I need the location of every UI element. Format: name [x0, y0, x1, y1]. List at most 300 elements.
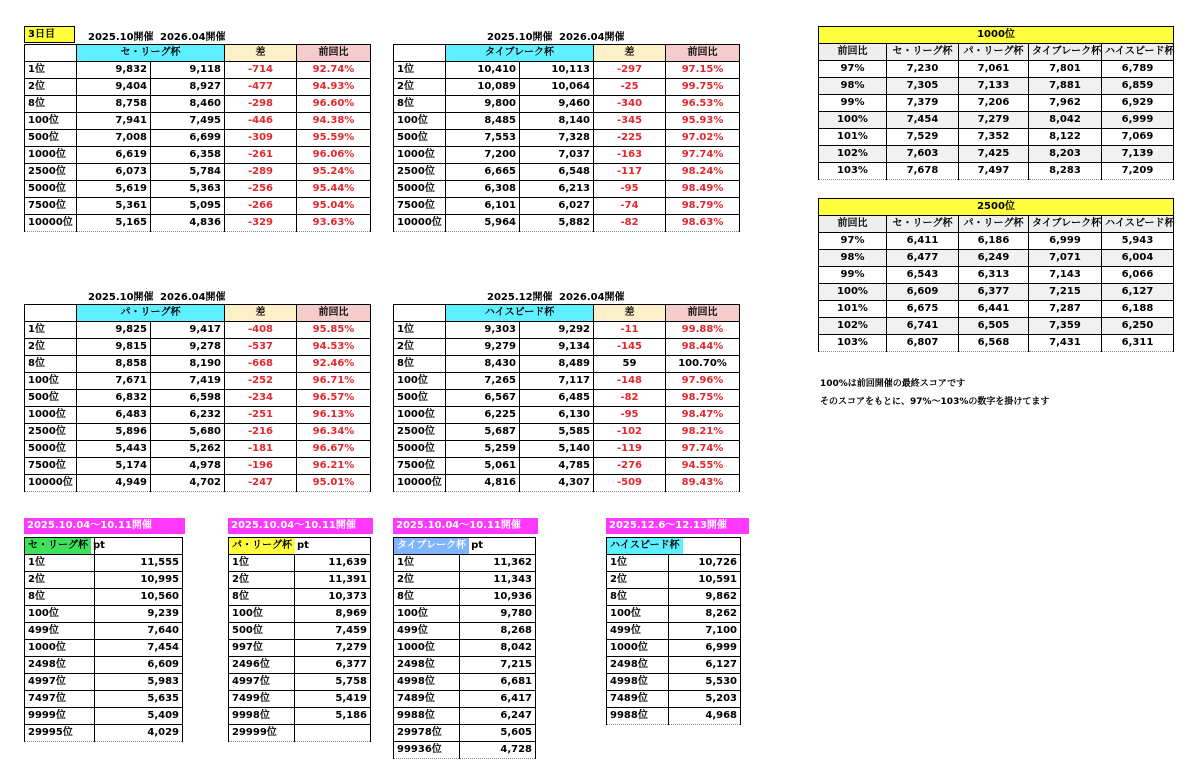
diff-cell: -509	[594, 475, 666, 492]
rank-cell: 1000位	[394, 640, 460, 657]
table-row	[394, 640, 536, 657]
prev-score-cell: 5,443	[77, 441, 151, 458]
title-cell	[229, 538, 309, 555]
score-cell: 10,591	[669, 572, 741, 589]
score-cell: 6,417	[460, 691, 536, 708]
ratio-cell: 97%	[819, 233, 887, 250]
score-cell: 7,305	[887, 78, 959, 95]
rank-cell: 10000位	[394, 215, 446, 232]
table-row	[25, 390, 371, 407]
rank-cell: 1位	[394, 62, 446, 79]
ratio-cell: 101%	[819, 301, 887, 318]
score-cell: 8,203	[1029, 146, 1102, 163]
ratio-cell: 96.53%	[666, 96, 740, 113]
table-row	[25, 147, 371, 164]
ratio-cell: 98.75%	[666, 390, 740, 407]
prev-score-cell: 4,816	[446, 475, 520, 492]
ratio-cell: 96.71%	[297, 373, 371, 390]
rank-cell: 2位	[607, 572, 669, 589]
prev-score-cell: 4,949	[77, 475, 151, 492]
rank-cell: 2498位	[25, 657, 95, 674]
diff-cell: -309	[225, 130, 297, 147]
diff-cell: -234	[225, 390, 297, 407]
diff-cell: -225	[594, 130, 666, 147]
table-row	[394, 424, 740, 441]
table-row	[819, 61, 1174, 78]
score-cell: 7,071	[1029, 250, 1102, 267]
table-row	[25, 441, 371, 458]
table-row	[394, 572, 536, 589]
curr-score-cell: 8,190	[151, 356, 225, 373]
table-row	[607, 589, 741, 606]
rank-cell: 499位	[394, 623, 460, 640]
ratio-cell: 99%	[819, 95, 887, 112]
rank-cell: 2498位	[394, 657, 460, 674]
rank-cell: 9999位	[25, 708, 95, 725]
final-score-table-tiebreak	[393, 537, 536, 759]
table-title: セ・リーグ杯	[77, 45, 225, 62]
score-cell: 7,279	[295, 640, 371, 657]
ratio-header: 前回比	[666, 305, 740, 322]
column-header: ハイスピード杯	[1102, 216, 1174, 233]
prev-score-cell: 6,225	[446, 407, 520, 424]
score-cell: 6,543	[887, 267, 959, 284]
table-row	[394, 407, 740, 424]
rank-cell: 7489位	[607, 691, 669, 708]
rank-cell: 2位	[394, 339, 446, 356]
table-row	[229, 572, 371, 589]
score-cell: 8,122	[1029, 129, 1102, 146]
prev-score-cell: 7,265	[446, 373, 520, 390]
rank-cell: 2500位	[394, 424, 446, 441]
prev-score-cell: 6,483	[77, 407, 151, 424]
unit-label: pt	[297, 540, 309, 551]
score-cell: 7,069	[1102, 129, 1174, 146]
score-cell: 7,678	[887, 163, 959, 180]
unit-label: pt	[93, 540, 105, 551]
score-cell: 6,609	[887, 284, 959, 301]
score-cell: 8,262	[669, 606, 741, 623]
prev-score-cell: 10,410	[446, 62, 520, 79]
score-cell: 7,603	[887, 146, 959, 163]
score-cell: 6,188	[1102, 301, 1174, 318]
b1-period: 2025.10.04～10.11開催	[24, 518, 185, 534]
curr-score-cell: 7,037	[520, 147, 594, 164]
table-row	[394, 356, 740, 373]
prev-score-cell: 5,361	[77, 198, 151, 215]
table-row	[819, 335, 1174, 352]
curr-score-cell: 5,363	[151, 181, 225, 198]
curr-score-cell: 6,358	[151, 147, 225, 164]
diff-header: 差	[225, 45, 297, 62]
ratio-header: 前回比	[666, 45, 740, 62]
column-header: 前回比	[819, 44, 887, 61]
rank-cell: 1000位	[25, 147, 77, 164]
table-row	[394, 691, 536, 708]
rank-cell: 100位	[229, 606, 295, 623]
score-cell: 7,379	[887, 95, 959, 112]
prev-score-cell: 5,687	[446, 424, 520, 441]
prev-score-cell: 7,941	[77, 113, 151, 130]
table-row	[394, 96, 740, 113]
t3-period-b: 2026.04開催	[160, 292, 226, 303]
diff-cell: -537	[225, 339, 297, 356]
rank-cell: 100位	[25, 113, 77, 130]
b3-period: 2025.10.04～10.11開催	[393, 518, 538, 534]
score-cell: 7,206	[959, 95, 1029, 112]
rank-cell: 1位	[394, 322, 446, 339]
rank-cell: 8位	[25, 356, 77, 373]
score-cell: 6,411	[887, 233, 959, 250]
curr-score-cell: 8,460	[151, 96, 225, 113]
table-title: ハイスピード杯	[446, 305, 594, 322]
table-row	[25, 657, 183, 674]
rank-cell: 100位	[394, 606, 460, 623]
ratio-header: 前回比	[297, 45, 371, 62]
curr-score-cell: 8,927	[151, 79, 225, 96]
score-cell: 6,186	[959, 233, 1029, 250]
table-row	[394, 62, 740, 79]
prev-score-cell: 9,800	[446, 96, 520, 113]
t1-period-a: 2025.10開催	[88, 32, 154, 43]
curr-score-cell: 7,117	[520, 373, 594, 390]
table-row	[25, 356, 371, 373]
diff-header: 差	[594, 45, 666, 62]
diff-cell: -145	[594, 339, 666, 356]
curr-score-cell: 5,585	[520, 424, 594, 441]
ratio-cell: 96.13%	[297, 407, 371, 424]
curr-score-cell: 6,699	[151, 130, 225, 147]
projection-title: 2500位	[819, 199, 1174, 216]
ratio-cell: 98.44%	[666, 339, 740, 356]
score-cell: 8,042	[1029, 112, 1102, 129]
curr-score-cell: 5,882	[520, 215, 594, 232]
score-cell: 5,203	[669, 691, 741, 708]
prev-score-cell: 5,165	[77, 215, 151, 232]
diff-cell: -329	[225, 215, 297, 232]
score-cell	[295, 725, 371, 742]
ratio-cell: 94.38%	[297, 113, 371, 130]
prev-score-cell: 9,404	[77, 79, 151, 96]
table-row	[394, 215, 740, 232]
rank-cell: 2500位	[25, 164, 77, 181]
rank-cell: 2位	[229, 572, 295, 589]
rank-cell: 8位	[394, 96, 446, 113]
curr-score-cell: 6,027	[520, 198, 594, 215]
table-row	[25, 79, 371, 96]
table-row	[819, 95, 1174, 112]
ratio-cell: 92.46%	[297, 356, 371, 373]
prev-score-cell: 5,061	[446, 458, 520, 475]
diff-cell: -95	[594, 181, 666, 198]
table-row	[607, 657, 741, 674]
diff-cell: -119	[594, 441, 666, 458]
score-cell: 11,343	[460, 572, 536, 589]
diff-cell: -340	[594, 96, 666, 113]
table-row	[394, 79, 740, 96]
score-cell: 7,279	[959, 112, 1029, 129]
ratio-cell: 92.74%	[297, 62, 371, 79]
score-cell: 4,029	[95, 725, 183, 742]
table-row	[607, 691, 741, 708]
rank-cell: 1位	[25, 62, 77, 79]
diff-cell: -216	[225, 424, 297, 441]
table-row	[25, 691, 183, 708]
table-title: タイブレーク杯	[394, 538, 469, 554]
comparison-table-pacific	[24, 304, 371, 492]
score-cell: 6,377	[295, 657, 371, 674]
score-cell: 6,377	[959, 284, 1029, 301]
score-cell: 7,881	[1029, 78, 1102, 95]
table-row	[819, 112, 1174, 129]
rank-cell: 500位	[394, 390, 446, 407]
final-score-table-central	[24, 537, 183, 742]
diff-cell: -163	[594, 147, 666, 164]
table-row	[819, 284, 1174, 301]
table-row	[819, 146, 1174, 163]
score-cell: 8,283	[1029, 163, 1102, 180]
rank-cell: 1000位	[394, 407, 446, 424]
ratio-cell: 95.85%	[297, 322, 371, 339]
diff-cell: -181	[225, 441, 297, 458]
rank-cell: 5000位	[394, 441, 446, 458]
curr-score-cell: 8,489	[520, 356, 594, 373]
prev-score-cell: 8,430	[446, 356, 520, 373]
table-title: セ・リーグ杯	[25, 538, 91, 554]
prev-score-cell: 6,619	[77, 147, 151, 164]
rank-cell: 7499位	[229, 691, 295, 708]
ratio-cell: 89.43%	[666, 475, 740, 492]
table-row	[229, 657, 371, 674]
diff-cell: -408	[225, 322, 297, 339]
diff-cell: -95	[594, 407, 666, 424]
score-cell: 5,186	[295, 708, 371, 725]
score-cell: 6,807	[887, 335, 959, 352]
ratio-cell: 100.70%	[666, 356, 740, 373]
diff-header: 差	[225, 305, 297, 322]
diff-cell: -289	[225, 164, 297, 181]
rank-cell: 10000位	[25, 475, 77, 492]
rank-cell: 29995位	[25, 725, 95, 742]
score-cell: 6,127	[669, 657, 741, 674]
curr-score-cell: 4,978	[151, 458, 225, 475]
table-row	[394, 708, 536, 725]
score-cell: 11,639	[295, 555, 371, 572]
curr-score-cell: 9,118	[151, 62, 225, 79]
table-row	[394, 164, 740, 181]
table-row	[394, 742, 536, 759]
table-row	[229, 555, 371, 572]
table-row	[25, 640, 183, 657]
score-cell: 7,529	[887, 129, 959, 146]
ratio-cell: 98.63%	[666, 215, 740, 232]
ratio-header: 前回比	[297, 305, 371, 322]
curr-score-cell: 4,702	[151, 475, 225, 492]
rank-cell: 500位	[229, 623, 295, 640]
ratio-cell: 100%	[819, 284, 887, 301]
diff-cell: -82	[594, 215, 666, 232]
diff-cell: -477	[225, 79, 297, 96]
score-cell: 7,454	[95, 640, 183, 657]
ratio-cell: 97.15%	[666, 62, 740, 79]
prev-score-cell: 6,832	[77, 390, 151, 407]
ratio-cell: 94.53%	[297, 339, 371, 356]
score-cell: 6,311	[1102, 335, 1174, 352]
ratio-cell: 97.02%	[666, 130, 740, 147]
prev-score-cell: 6,665	[446, 164, 520, 181]
rank-cell: 1位	[25, 555, 95, 572]
curr-score-cell: 6,213	[520, 181, 594, 198]
score-cell: 6,313	[959, 267, 1029, 284]
score-cell: 7,962	[1029, 95, 1102, 112]
rank-cell: 4997位	[25, 674, 95, 691]
score-cell: 7,801	[1029, 61, 1102, 78]
ratio-cell: 95.04%	[297, 198, 371, 215]
rank-cell: 1000位	[394, 147, 446, 164]
curr-score-cell: 7,328	[520, 130, 594, 147]
ratio-cell: 96.67%	[297, 441, 371, 458]
t3-period-a: 2025.10開催	[88, 292, 154, 303]
rank-cell: 1位	[25, 322, 77, 339]
ratio-cell: 99%	[819, 267, 887, 284]
ratio-cell: 96.57%	[297, 390, 371, 407]
prev-score-cell: 9,825	[77, 322, 151, 339]
ratio-cell: 98.79%	[666, 198, 740, 215]
header-row	[819, 216, 1174, 233]
rank-cell: 7500位	[25, 458, 77, 475]
t2-period-b: 2026.04開催	[559, 32, 625, 43]
table-row	[25, 62, 371, 79]
table-row	[25, 322, 371, 339]
score-cell: 4,968	[669, 708, 741, 725]
curr-score-cell: 6,232	[151, 407, 225, 424]
table-row	[25, 674, 183, 691]
prev-score-cell: 6,101	[446, 198, 520, 215]
score-cell: 7,100	[669, 623, 741, 640]
table-row	[394, 606, 536, 623]
score-cell: 7,352	[959, 129, 1029, 146]
score-cell: 5,758	[295, 674, 371, 691]
score-cell: 7,287	[1029, 301, 1102, 318]
curr-score-cell: 9,417	[151, 322, 225, 339]
score-cell: 11,555	[95, 555, 183, 572]
rank-cell: 499位	[25, 623, 95, 640]
score-cell: 8,268	[460, 623, 536, 640]
rank-cell: 1000位	[25, 640, 95, 657]
curr-score-cell: 9,292	[520, 322, 594, 339]
diff-cell: -196	[225, 458, 297, 475]
rank-cell: 29999位	[229, 725, 295, 742]
ratio-cell: 96.21%	[297, 458, 371, 475]
table-row	[229, 589, 371, 606]
rank-cell: 8位	[607, 589, 669, 606]
score-cell: 9,780	[460, 606, 536, 623]
rank-cell: 2位	[25, 79, 77, 96]
score-cell: 6,999	[669, 640, 741, 657]
rank-cell: 499位	[607, 623, 669, 640]
final-score-table-pacific	[228, 537, 371, 742]
score-cell: 7,215	[1029, 284, 1102, 301]
score-cell: 5,943	[1102, 233, 1174, 250]
rank-cell: 4997位	[229, 674, 295, 691]
table-title: パ・リーグ杯	[77, 305, 225, 322]
score-cell: 6,568	[959, 335, 1029, 352]
rank-cell: 8位	[229, 589, 295, 606]
diff-cell: -266	[225, 198, 297, 215]
score-cell: 7,133	[959, 78, 1029, 95]
rank-cell: 5000位	[394, 181, 446, 198]
score-cell: 6,066	[1102, 267, 1174, 284]
table-row	[229, 640, 371, 657]
table-row	[607, 674, 741, 691]
rank-cell: 2496位	[229, 657, 295, 674]
score-cell: 7,061	[959, 61, 1029, 78]
ratio-cell: 94.93%	[297, 79, 371, 96]
projection-table-2500	[818, 198, 1174, 352]
header-blank	[394, 45, 446, 62]
diff-cell: -298	[225, 96, 297, 113]
curr-score-cell: 10,064	[520, 79, 594, 96]
title-cell	[394, 538, 484, 555]
prev-score-cell: 9,279	[446, 339, 520, 356]
table-row	[25, 373, 371, 390]
table-row	[25, 339, 371, 356]
table-row	[607, 606, 741, 623]
rank-cell: 2位	[394, 572, 460, 589]
ratio-cell: 94.55%	[666, 458, 740, 475]
rank-cell: 7500位	[394, 198, 446, 215]
score-cell: 7,359	[1029, 318, 1102, 335]
table-row	[25, 113, 371, 130]
score-cell: 9,239	[95, 606, 183, 623]
table-row	[819, 250, 1174, 267]
score-cell: 7,143	[1029, 267, 1102, 284]
curr-score-cell: 6,548	[520, 164, 594, 181]
table-row	[25, 424, 371, 441]
score-cell: 6,999	[1029, 233, 1102, 250]
ratio-cell: 99.88%	[666, 322, 740, 339]
rank-cell: 100位	[25, 606, 95, 623]
title-cell	[607, 538, 680, 555]
prev-score-cell: 5,619	[77, 181, 151, 198]
rank-cell: 9988位	[394, 708, 460, 725]
table-row	[229, 606, 371, 623]
table-row	[819, 301, 1174, 318]
table-row	[394, 475, 740, 492]
comparison-table-tiebreak	[393, 44, 740, 232]
day-tag: 3日目	[24, 26, 75, 43]
score-cell: 10,560	[95, 589, 183, 606]
ratio-cell: 93.63%	[297, 215, 371, 232]
table-row	[25, 589, 183, 606]
score-cell: 6,929	[1102, 95, 1174, 112]
table-row	[25, 555, 183, 572]
header-row	[819, 44, 1174, 61]
table-row	[394, 589, 536, 606]
diff-cell: -148	[594, 373, 666, 390]
curr-score-cell: 5,784	[151, 164, 225, 181]
t2-period-a: 2025.10開催	[487, 32, 553, 43]
rank-cell: 2位	[25, 339, 77, 356]
prev-score-cell: 8,858	[77, 356, 151, 373]
score-cell: 10,373	[295, 589, 371, 606]
score-cell: 7,454	[887, 112, 959, 129]
table-row	[25, 96, 371, 113]
diff-cell: -117	[594, 164, 666, 181]
table-row	[394, 130, 740, 147]
rank-cell: 500位	[25, 390, 77, 407]
curr-score-cell: 9,460	[520, 96, 594, 113]
